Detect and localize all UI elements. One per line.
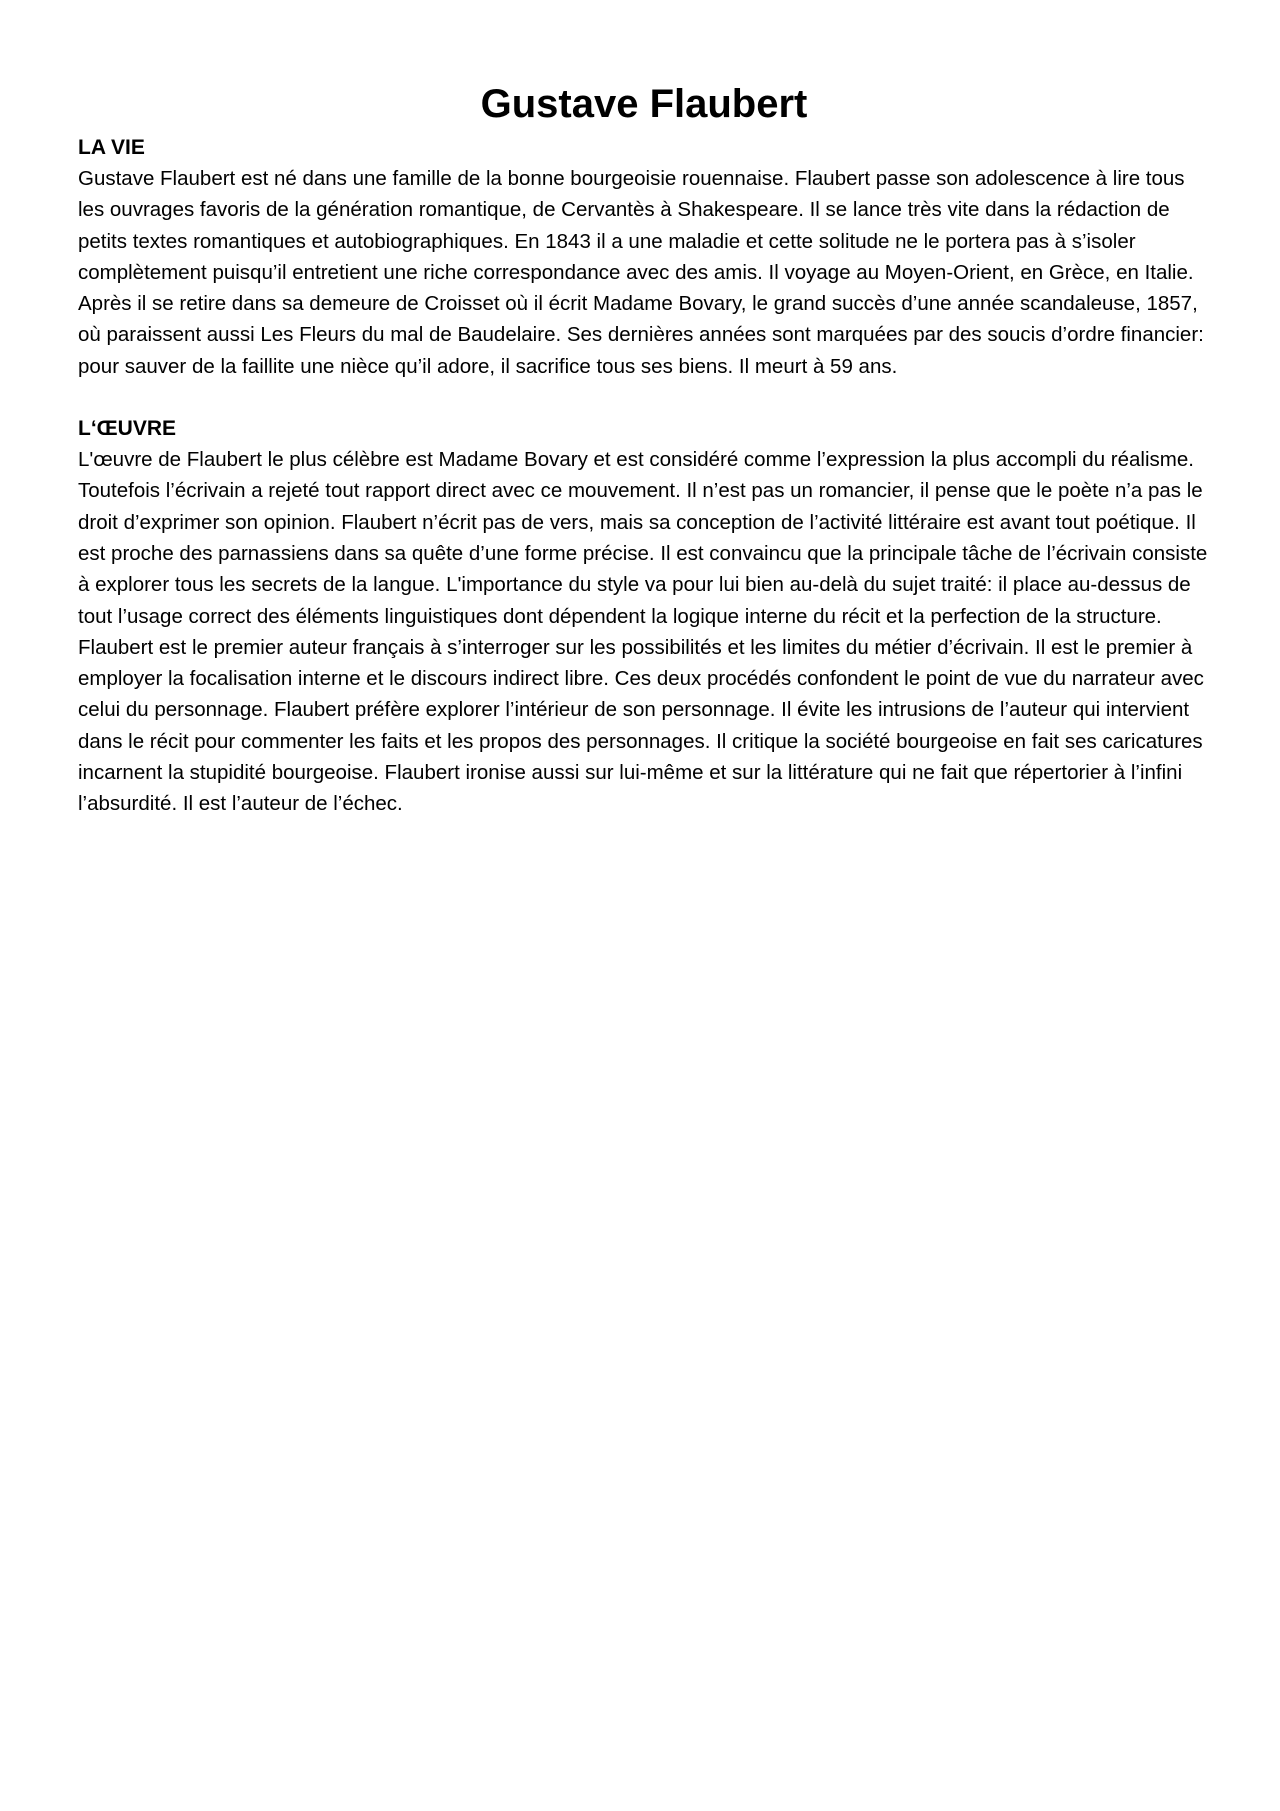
section-la-vie: [78, 132, 1210, 382]
document-content: [78, 76, 1210, 820]
section-oeuvre: [78, 413, 1210, 820]
section-heading-oeuvre: L‘ŒUVRE: [78, 417, 177, 441]
section-body-la-vie: Gustave Flaubert est né dans une famille de la bonne bourgeoisie rouennaise. Flaubert passe son adolescence à lire tous les ouvrages favoris de la génération romantique, de Cervantès à Shakespeare. Il se lance très vite dans la rédaction de petits textes romantiques et autobiographiques. En 1843 il a une maladie et cette solitude ne le portera pas à s’isoler complètement puisqu’il entretient une riche correspondance avec des amis. Il voyage au Moyen-Orient, en Grèce, en Italie. Après il se retire dans sa demeure de Croisset où il écrit Madame Bovary, le grand succès d’une année scandaleuse, 1857, où paraissent aussi Les Fleurs du mal de Baudelaire. Ses dernières années sont marquées par des soucis d’ordre financier: pour sauver de la faillite une nièce qu’il adore, il sacrifice tous ses biens. Il meurt à 59 ans.: [78, 167, 1204, 378]
section-body-oeuvre: L'œuvre de Flaubert le plus célèbre est Madame Bovary et est considéré comme l’expression la plus accompli du réalisme. Toutefois l’écrivain a rejeté tout rapport direct avec ce mouvement. Il n’est pas un romancier, il pense que le poète n’a pas le droit d’exprimer son opinion. Flaubert n’écrit pas de vers, mais sa conception de l’activité littéraire est avant tout poétique. Il est proche des parnassiens dans sa quête d’une forme précise. Il est convaincu que la principale tâche de l’écrivain consiste à explorer tous les secrets de la langue. L'importance du style va pour lui bien au-delà du sujet traité: il place au-dessus de tout l’usage correct des éléments linguistiques dont dépendent la logique interne du récit et la perfection de la structure. Flaubert est le premier auteur français à s’interroger sur les possibilités et les limites du métier d’écrivain. Il est le premier à employer la focalisation interne et le discours indirect libre. Ces deux procédés confondent le point de vue du narrateur avec celui du personnage. Flaubert préfère explorer l’intérieur de son personnage. Il évite les intrusions de l’auteur qui intervient dans le récit pour commenter les faits et les propos des personnages. Il critique la société bourgeoise en fait ses caricatures incarnent la stupidité bourgeoise. Flaubert ironise aussi sur lui-même et sur la littérature qui ne fait que répertorier à l’infini l’absurdité. Il est l’auteur de l’échec.: [78, 448, 1208, 816]
section-heading-la-vie: LA VIE: [78, 136, 145, 159]
document-title: Gustave Flaubert: [480, 82, 808, 126]
